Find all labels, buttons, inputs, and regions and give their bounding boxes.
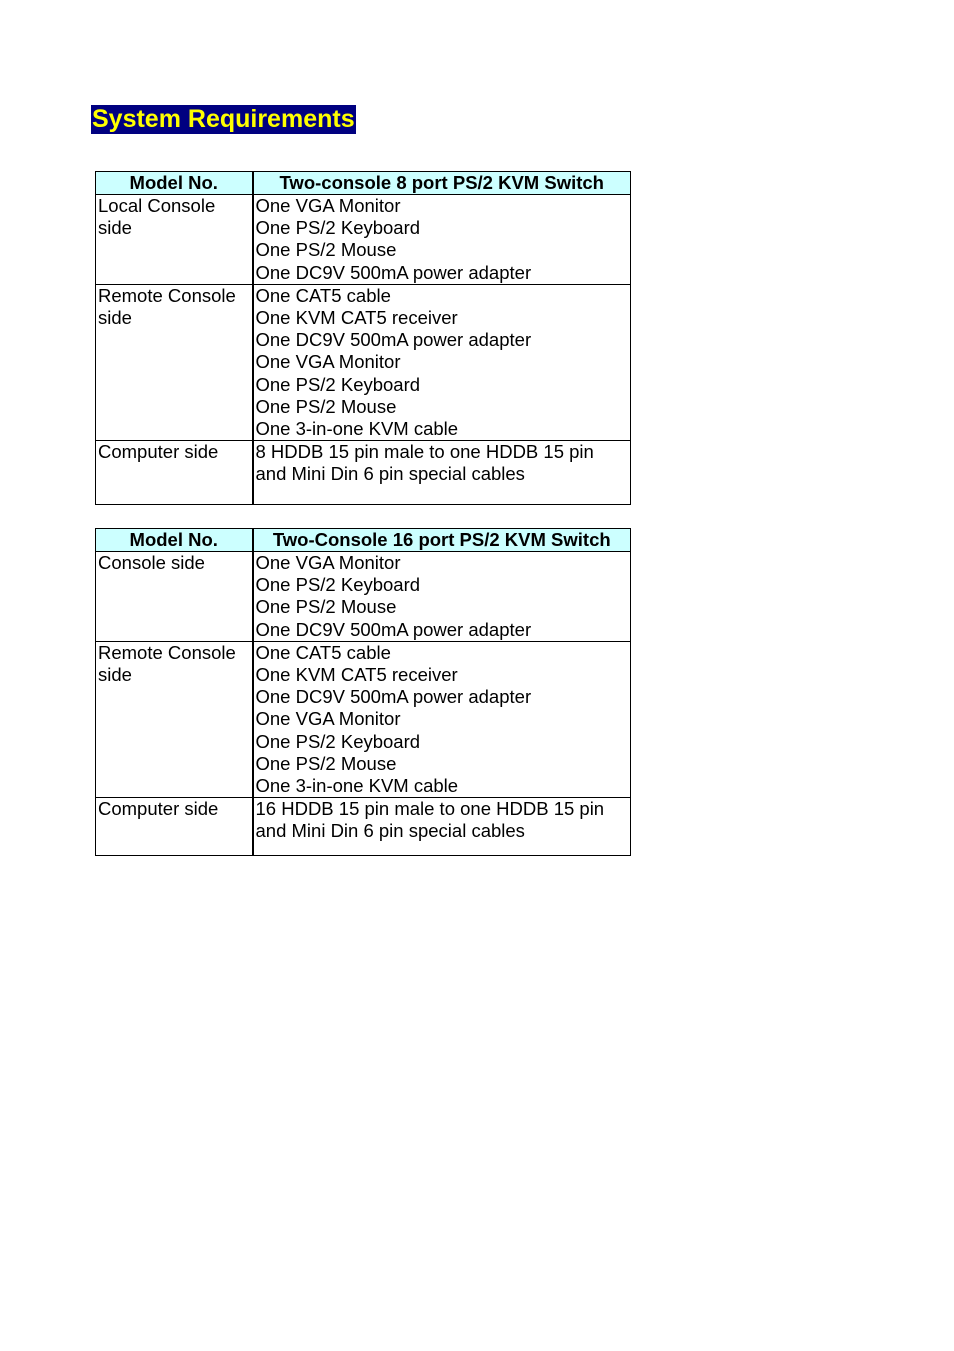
side-label: Computer side <box>98 798 219 820</box>
side-label: Local Console <box>98 195 216 216</box>
requirement-item: One PS/2 Mouse <box>255 395 397 417</box>
requirement-item: One VGA Monitor <box>255 708 401 730</box>
requirement-item: One DC9V 500mA power adapter <box>255 329 532 351</box>
page-title: System Requirements <box>92 105 355 133</box>
side-cell <box>96 284 253 440</box>
table-row <box>96 441 631 505</box>
requirement-item: One CAT5 cable <box>255 641 391 663</box>
requirement-item: One PS/2 Mouse <box>255 239 397 261</box>
requirement-item: One PS/2 Mouse <box>255 596 397 618</box>
requirement-item: One 3-in-one KVM cable <box>255 775 459 797</box>
table-row <box>96 284 631 440</box>
requirement-item: One VGA Monitor <box>255 351 401 373</box>
requirements-cell <box>253 798 631 856</box>
requirement-item: and Mini Din 6 pin special cables <box>255 463 525 485</box>
requirement-item: One PS/2 Keyboard <box>255 217 421 239</box>
requirement-item: One PS/2 Mouse <box>255 752 397 774</box>
side-cell <box>96 798 253 856</box>
side-cell <box>96 441 253 505</box>
requirement-item: One VGA Monitor <box>255 195 401 216</box>
requirement-item: One DC9V 500mA power adapter <box>255 261 532 283</box>
requirements-cell <box>253 441 631 505</box>
requirement-item: One PS/2 Keyboard <box>255 373 421 395</box>
requirements-table-16-port <box>95 528 631 856</box>
table-row <box>96 798 631 856</box>
side-label: Remote Console <box>98 641 236 663</box>
requirement-item: One KVM CAT5 receiver <box>255 664 458 686</box>
model-no-header: Model No. <box>96 172 253 195</box>
requirements-cell <box>253 552 631 642</box>
requirement-item: One KVM CAT5 receiver <box>255 307 458 329</box>
side-label: Console side <box>98 552 205 573</box>
requirement-item: One PS/2 Keyboard <box>255 730 421 752</box>
side-cell <box>96 195 253 285</box>
side-label: Computer side <box>98 441 219 463</box>
product-name-header: Two-Console 16 port PS/2 KVM Switch <box>253 529 631 552</box>
table-header-row <box>96 529 631 552</box>
side-label: Remote Console <box>98 284 236 306</box>
side-label: side <box>98 307 132 329</box>
side-cell <box>96 641 253 797</box>
model-no-header: Model No. <box>96 529 253 552</box>
requirement-item: One DC9V 500mA power adapter <box>255 686 532 708</box>
requirement-item: One VGA Monitor <box>255 552 401 573</box>
requirement-item: One PS/2 Keyboard <box>255 574 421 596</box>
requirement-item: 8 HDDB 15 pin male to one HDDB 15 pin <box>255 441 594 463</box>
requirements-cell <box>253 284 631 440</box>
side-label: side <box>98 217 132 239</box>
product-name-header: Two-console 8 port PS/2 KVM Switch <box>253 172 631 195</box>
requirements-cell <box>253 195 631 285</box>
side-cell <box>96 552 253 642</box>
side-label: side <box>98 664 132 686</box>
requirement-item: One DC9V 500mA power adapter <box>255 618 532 640</box>
requirement-item: One 3-in-one KVM cable <box>255 418 459 440</box>
requirements-table-8-port <box>95 171 631 505</box>
requirement-item: and Mini Din 6 pin special cables <box>255 820 525 842</box>
requirement-item: One CAT5 cable <box>255 284 391 306</box>
requirement-item: 16 HDDB 15 pin male to one HDDB 15 pin <box>255 798 605 820</box>
requirements-cell <box>253 641 631 797</box>
table-row <box>96 195 631 285</box>
table-row <box>96 552 631 642</box>
table-row <box>96 641 631 797</box>
table-header-row <box>96 172 631 195</box>
